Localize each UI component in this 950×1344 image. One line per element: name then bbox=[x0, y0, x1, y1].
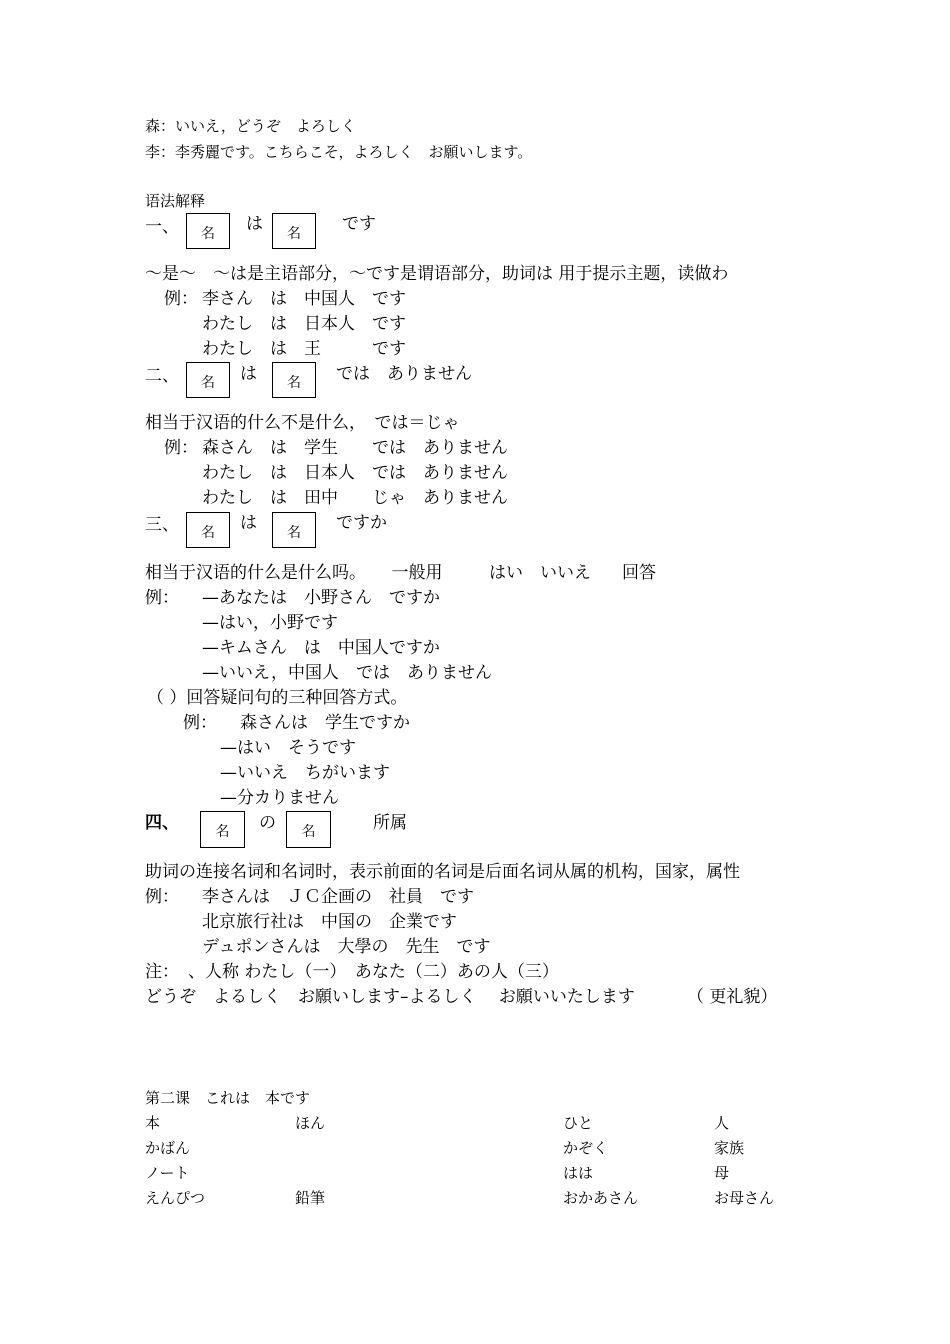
vocab-kanji: 母 bbox=[714, 1164, 730, 1182]
grammar-explanation: ～是～ ～は是主语部分，～です是谓语部分，助词は 用于提示主题，读做わ bbox=[145, 264, 729, 284]
grammar-heading: 一、 bbox=[145, 217, 179, 237]
example-sentence: —キムさん は 中国人ですか bbox=[202, 638, 440, 658]
note-text: 、人称 わたし（一） あなた（二）あの人（三） bbox=[188, 962, 559, 982]
grammar-explanation: 助词の连接名词和名词时，表示前面的名词是后面名词从属的机构，国家，属性 bbox=[145, 862, 740, 882]
particle: の bbox=[259, 813, 276, 833]
vocab-word: えんぴつ bbox=[145, 1189, 206, 1207]
grammar-explanation: 相当于汉语的什么是什么吗。 一般用 bbox=[145, 563, 443, 583]
vocab-word: かぞく bbox=[563, 1139, 609, 1157]
noun-box: 名 bbox=[200, 811, 245, 848]
vocab-kanji: お母さん bbox=[714, 1189, 775, 1207]
grammar-pattern-tail: ですか bbox=[336, 513, 387, 533]
example-sentence: —いいえ，中国人 では ありません bbox=[202, 663, 493, 683]
note-remark: （ 更礼貌） bbox=[687, 987, 778, 1007]
example-sentence: 李さん は 中国人 です bbox=[202, 289, 406, 309]
grammar-pattern-tail: 所属 bbox=[373, 813, 407, 833]
vocab-reading: ほん bbox=[295, 1114, 326, 1132]
example-sentence: わたし は 王 です bbox=[202, 339, 406, 359]
example-sentence: —はい そうです bbox=[220, 738, 356, 758]
example-label: 例： bbox=[164, 438, 198, 458]
vocab-word: ノート bbox=[145, 1164, 190, 1182]
example-label: 例： bbox=[183, 713, 217, 733]
vocab-word: はは bbox=[563, 1164, 594, 1182]
dialogue-line: 森：いいえ，どうぞ よろしく bbox=[145, 117, 356, 135]
grammar-heading: 二、 bbox=[145, 366, 179, 386]
grammar-explanation-answers: はい いいえ bbox=[489, 563, 591, 583]
grammar-heading: 四、 bbox=[145, 813, 179, 833]
example-sentence: わたし は 田中 じゃ ありません bbox=[202, 488, 508, 508]
vocab-reading: 鉛筆 bbox=[295, 1189, 326, 1207]
vocab-word: 本 bbox=[145, 1114, 161, 1132]
noun-box: 名 bbox=[286, 811, 331, 848]
note-label: 注： bbox=[145, 962, 179, 982]
vocab-word: ひと bbox=[563, 1114, 594, 1132]
grammar-heading: 三、 bbox=[145, 515, 179, 535]
sub-heading: （ ）回答疑问句的三种回答方式。 bbox=[147, 688, 408, 708]
example-label: 例： bbox=[164, 289, 198, 309]
particle: は bbox=[246, 214, 263, 234]
vocab-word: おかあさん bbox=[563, 1189, 639, 1207]
vocab-word: かばん bbox=[145, 1139, 191, 1157]
example-label: 例： bbox=[145, 887, 179, 907]
example-sentence: —分カりません bbox=[220, 788, 339, 808]
example-label: 例： bbox=[145, 588, 179, 608]
example-sentence: —いいえ ちがいます bbox=[220, 763, 390, 783]
particle: は bbox=[240, 513, 257, 533]
grammar-explanation-end: 回答 bbox=[622, 563, 656, 583]
noun-box: 名 bbox=[186, 362, 230, 398]
section-title: 语法解释 bbox=[145, 192, 206, 210]
noun-box: 名 bbox=[272, 213, 316, 249]
lesson-title: 第二课 これは 本です bbox=[145, 1089, 311, 1107]
example-sentence: —はい，小野です bbox=[202, 613, 338, 633]
example-sentence: わたし は 日本人 では ありません bbox=[202, 463, 508, 483]
noun-box: 名 bbox=[272, 512, 316, 548]
example-sentence: デュポンさんは 大學の 先生 です bbox=[202, 937, 491, 957]
example-sentence: 森さんは 学生ですか bbox=[240, 713, 410, 733]
grammar-pattern-tail: です bbox=[342, 214, 376, 234]
noun-box: 名 bbox=[186, 213, 230, 249]
example-sentence: 森さん は 学生 では ありません bbox=[202, 438, 508, 458]
vocab-kanji: 家族 bbox=[714, 1139, 745, 1157]
dialogue-line: 李：李秀麗です。こちらこそ，よろしく お願いします。 bbox=[145, 143, 533, 161]
example-sentence: 北京旅行社は 中国の 企業です bbox=[202, 912, 457, 932]
particle: は bbox=[240, 364, 257, 384]
vocab-kanji: 人 bbox=[714, 1114, 730, 1132]
example-sentence: —あなたは 小野さん ですか bbox=[202, 588, 440, 608]
grammar-explanation: 相当于汉语的什么不是什么， では＝じゃ bbox=[145, 413, 460, 433]
note-text: どうぞ よるしく お願いします–よるしく お願いいたします bbox=[145, 987, 635, 1007]
grammar-pattern-tail: では ありません bbox=[336, 364, 472, 384]
noun-box: 名 bbox=[186, 512, 230, 548]
noun-box: 名 bbox=[272, 362, 316, 398]
example-sentence: 李さんは ＪＣ企画の 社員 です bbox=[202, 887, 474, 907]
example-sentence: わたし は 日本人 です bbox=[202, 314, 406, 334]
